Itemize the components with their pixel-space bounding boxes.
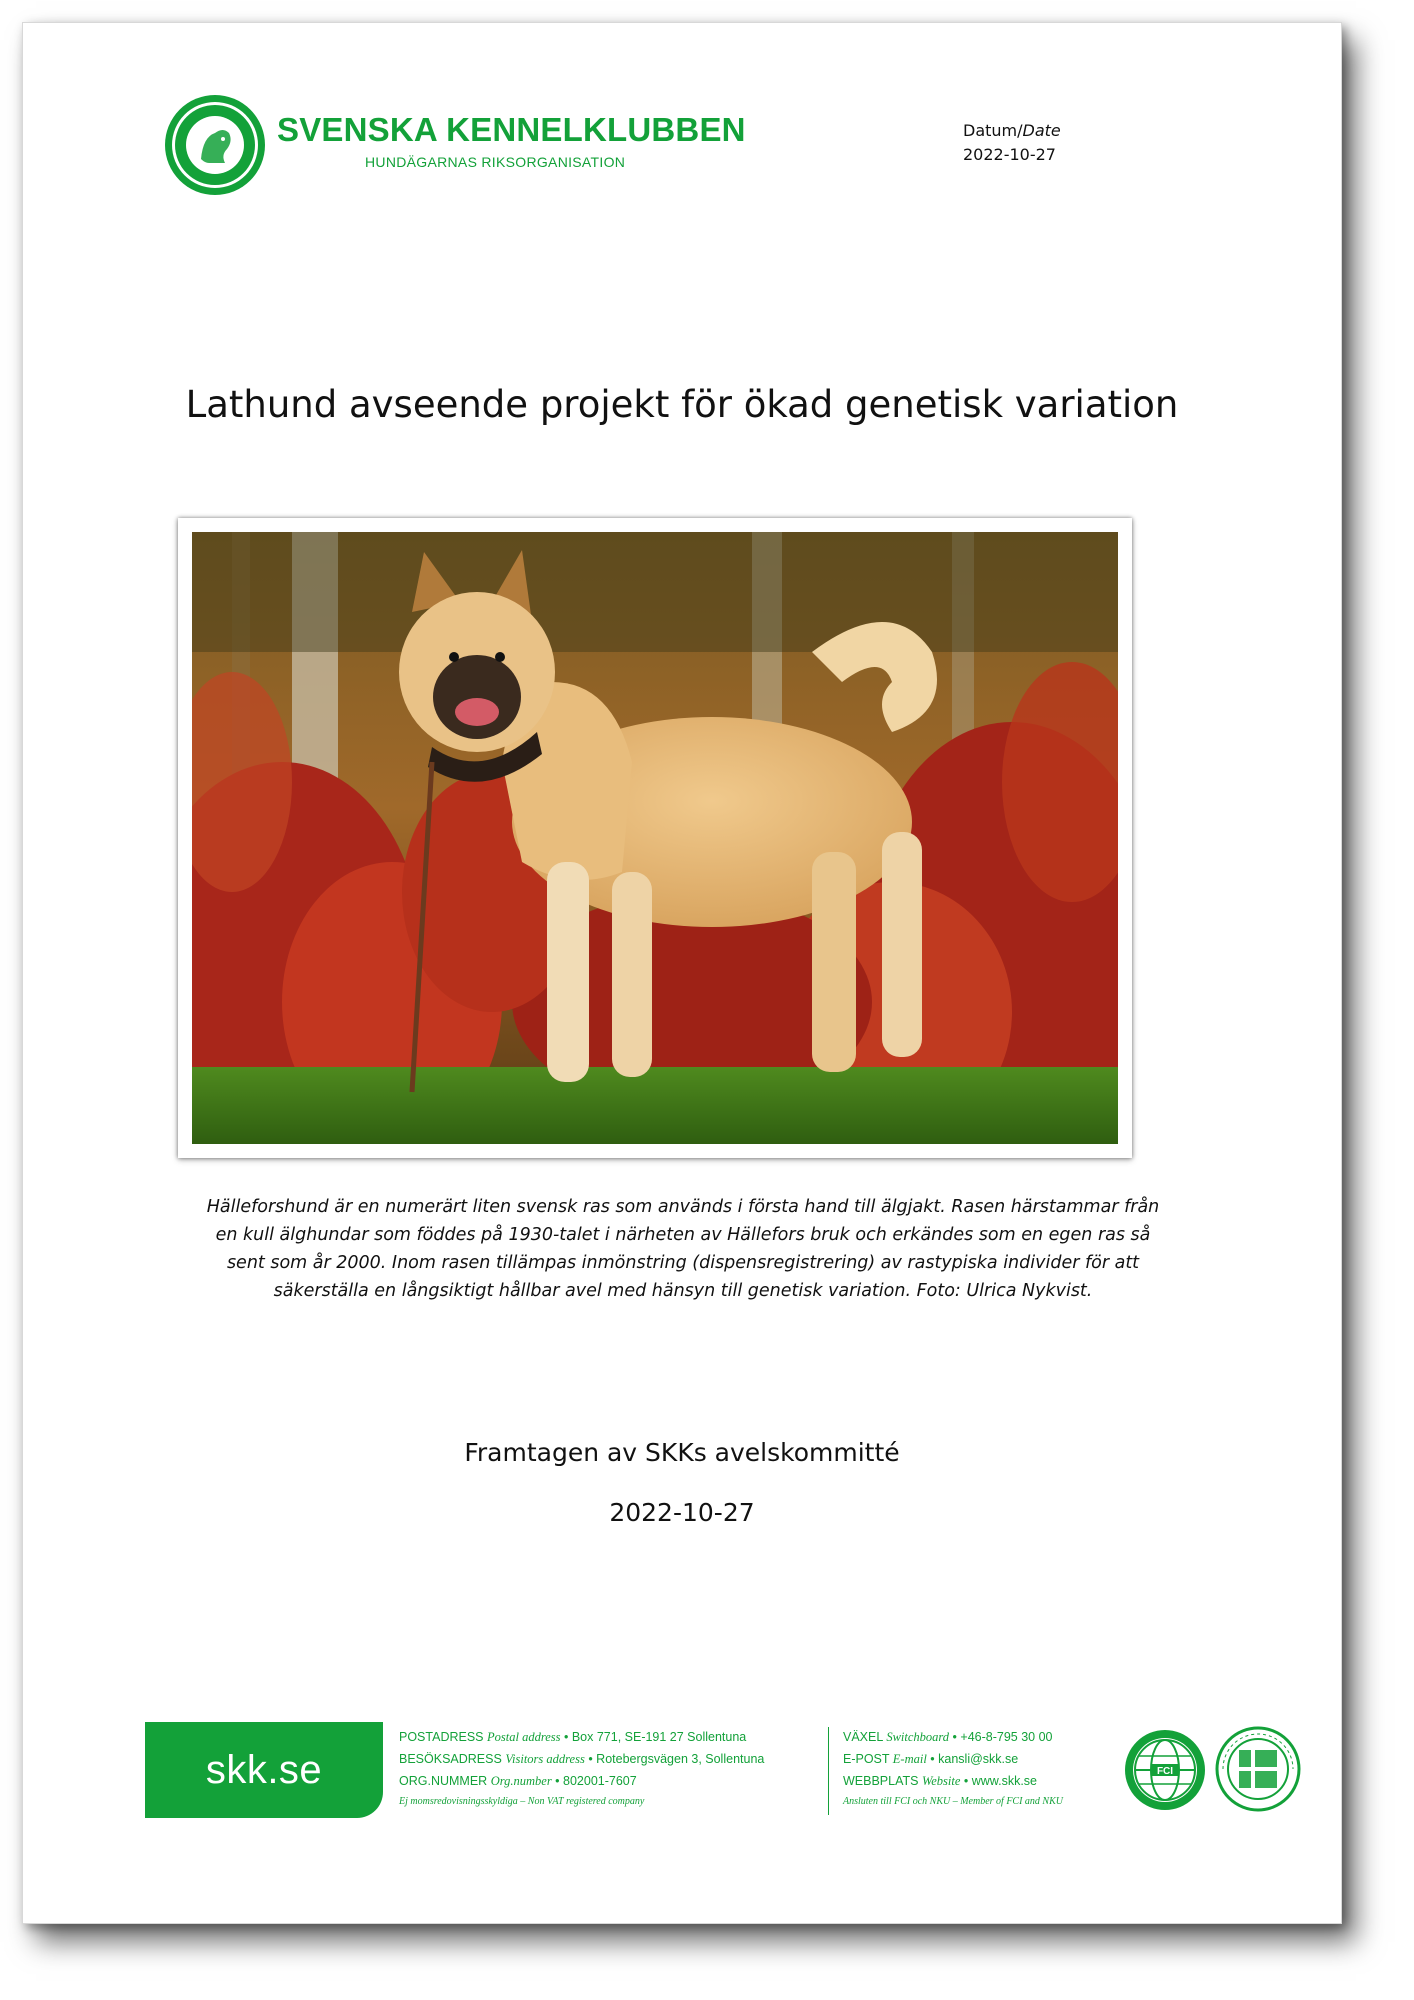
fci-logo-text: FCI (1156, 1766, 1174, 1777)
visitor-address-line: BESÖKSADRESS Visitors address • Rotebergsvägen 3, Sollentuna (399, 1752, 765, 1766)
credit-date: 2022-10-27 (609, 1498, 755, 1527)
date-block (963, 119, 1061, 167)
author-credit: Framtagen av SKKs avelskommitté (464, 1438, 900, 1467)
photo-caption (183, 1193, 1183, 1305)
dog-photo (192, 532, 1118, 1144)
footer-contact-column (843, 1726, 1063, 1812)
nku-logo (1215, 1726, 1301, 1812)
fci-globe-logo (1123, 1728, 1207, 1812)
website-line: WEBBPLATS Website • www.skk.se (843, 1774, 1038, 1788)
document-page (22, 22, 1342, 1924)
org-number-line: ORG.NUMMER Org.number • 802001-7607 (399, 1774, 637, 1788)
date-label: Datum/Date (963, 121, 1061, 140)
website-badge[interactable]: skk.se (145, 1722, 383, 1818)
document-title: Lathund avseende projekt för ökad genetisk variation (185, 383, 1179, 426)
postal-address-line: POSTADRESS Postal address • Box 771, SE-191 27 Sollentuna (399, 1730, 747, 1744)
caption-line: sent som år 2000. Inom rasen tillämpas inmönstring (dispensregistrering) av rastypiska individer för att (226, 1253, 1140, 1273)
website-link[interactable]: www.skk.se (971, 1774, 1038, 1788)
caption-line: säkerställa en långsiktigt hållbar avel med hänsyn till genetisk variation. Foto: Ulrica Nykvist. (273, 1281, 1093, 1301)
member-note: Ansluten till FCI och NKU – Member of FCI and NKU (843, 1796, 1063, 1807)
caption-line: Hälleforshund är en numerärt liten svensk ras som används i första hand till älgjakt. Rasen härstammar från (206, 1197, 1160, 1217)
email-line: E-POST E-mail • kansli@skk.se (843, 1752, 1019, 1766)
photo-frame (178, 518, 1132, 1158)
skk-seal-logo (163, 93, 267, 197)
org-subtitle: HUNDÄGARNAS RIKSORGANISATION (365, 154, 626, 170)
footer-divider (828, 1727, 829, 1815)
vat-note: Ej momsredovisningsskyldiga – Non VAT registered company (399, 1796, 645, 1807)
email-link[interactable]: kansli@skk.se (938, 1752, 1019, 1766)
caption-line: en kull älghundar som föddes på 1930-talet i närheten av Hällefors bruk och erkändes som en egen ras så (215, 1225, 1151, 1245)
date-value: 2022-10-27 (963, 145, 1056, 164)
dog-illustration (192, 532, 1118, 1144)
switchboard-line: VÄXEL Switchboard • +46-8-795 30 00 (843, 1730, 1053, 1744)
footer-address-column (399, 1726, 764, 1812)
org-name: SVENSKA KENNELKLUBBEN (277, 111, 746, 148)
